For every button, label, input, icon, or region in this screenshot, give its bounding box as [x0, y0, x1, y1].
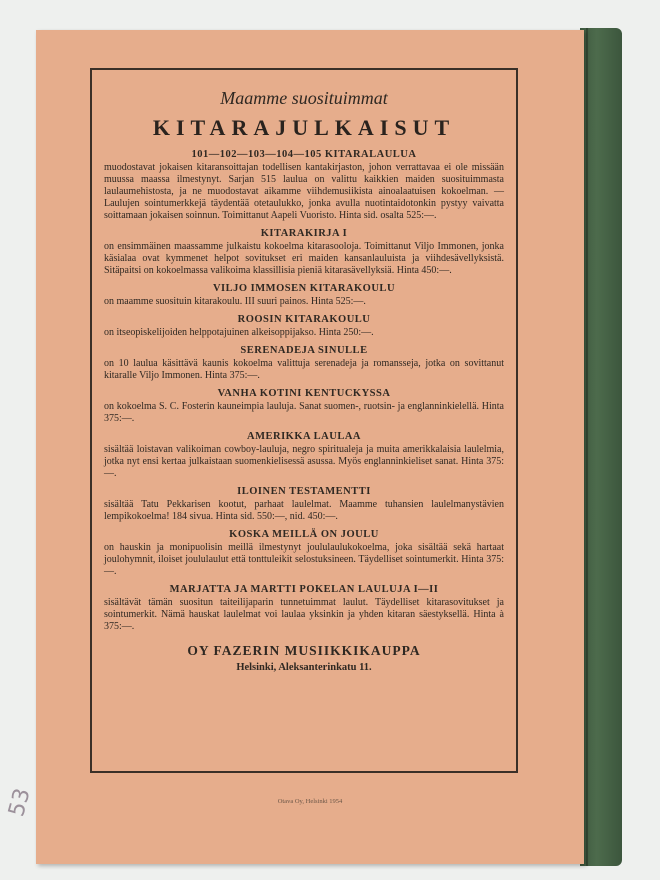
section-title: AMERIKKA LAULAA: [247, 431, 361, 442]
section-title: ROOSIN KITARAKOULU: [237, 314, 371, 325]
section-title: MARJATTA JA MARTTI POKELAN LAULUJA I—II: [169, 584, 439, 595]
pencil-mark: 53: [4, 785, 36, 820]
section-text: on hauskin ja monipuolisin meillä ilmestynyt joululaulukokoelma, joka sisältää sekä hartaat joulohymnit, iloiset joululaulut että tonttuleikit selostuksineen. Täydelliset sointumerkit. Hinta 375:—.: [104, 542, 504, 577]
publisher-name: OY FAZERIN MUSIIKKIKAUPPA: [187, 643, 421, 658]
section-text: on itseopiskelijoiden helppotajuinen alkeisoppijakso. Hinta 250:—.: [104, 327, 374, 338]
section-text: sisältää loistavan valikoiman cowboy-lauluja, negro spiritualeja ja muita amerikkalaisia laulelmia, jotka nyt ensi kertaa julkaistaan suomenkielisessä asussa. Myös englanninkieliset sanat. Hinta 375:—.: [104, 444, 504, 479]
section-5: [104, 345, 504, 382]
section-text: on kokoelma S. C. Fosterin kauneimpia lauluja. Sanat suomen-, ruotsin- ja englanninkielellä. Hinta 375:—.: [104, 401, 504, 424]
section-title: 101—102—103—104—105 KITARALAULUA: [191, 149, 417, 160]
section-9: [104, 529, 504, 578]
intro-line: Maamme suosituimmat: [220, 88, 388, 108]
section-text: sisältää Tatu Pekkarisen kootut, parhaat laulelmat. Maamme tuhansien laulelmanystävien lempikokoelma! 184 sivua. Hinta sid. 550:—, nid. 450:—.: [104, 499, 504, 522]
section-1: [104, 149, 504, 222]
section-text: sisältävät tämän suositun taiteilijaparin tunnetuimmat laulut. Täydelliset kitarasovitukset ja sointumerkit. Nämä hauskat laulelmat voi laulaa yksinkin ja yhden kitaran säestyksellä. Hinta à 375:—.: [104, 597, 504, 632]
book-back-cover: [36, 30, 584, 864]
section-title: SERENADEJA SINULLE: [240, 345, 368, 356]
section-3: [104, 283, 504, 308]
main-heading: KITARAJULKAISUT: [152, 115, 456, 140]
section-title: ILOINEN TESTAMENTTI: [237, 486, 371, 497]
section-8: [104, 486, 504, 523]
section-title: VANHA KOTINI KENTUCKYSSA: [217, 388, 391, 399]
book-spine: [580, 28, 622, 866]
section-4: [104, 314, 504, 339]
section-text: on 10 laulua käsittävä kaunis kokoelma valittuja serenadeja ja romansseja, jotka on sovittanut kitaralle Viljo Immonen. Hinta 375:—.: [104, 358, 504, 381]
section-text: on ensimmäinen maassamme julkaistu kokoelma kitarasooloja. Toimittanut Viljo Immonen, jonka käsialaa ovat kymmenet helpot sovitukset eri maiden kansanlauluista ja viihdesävellyksistä. Sitäpaitsi on kokoelmassa valikoima klassillisia pieniä kitarasävellyksiä. Hinta 450:—.: [104, 241, 504, 276]
section-7: [104, 431, 504, 480]
section-text: muodostavat jokaisen kitaransoittajan todellisen kantakirjaston, johon verrattavaa ei ole missään muussa maassa ilmestynyt. Sarjan 515 laulua on valittu kaikkien maiden suosituimmasta laulaumehistosta, ja ne muodostavat aikamme viihdemusiikista ainoalaatuisen kokoelman. — Laulujen sointumerkkejä täydentää otetaulukko, jonka avulla nuotintaidotonkin pystyy vaivatta soittamaan jokaisen soinnun. Toimittanut Aapeli Vuoristo. Hinta sid. osalta 525:—.: [104, 162, 504, 221]
section-10: [104, 584, 504, 633]
section-text: on maamme suosituin kitarakoulu. III suuri painos. Hinta 525:—.: [104, 296, 366, 307]
section-title: VILJO IMMOSEN KITARAKOULU: [212, 283, 396, 294]
publisher-address: Helsinki, Aleksanterinkatu 11.: [236, 662, 372, 673]
section-6: [104, 388, 504, 425]
section-title: KOSKA MEILLÄ ON JOULU: [229, 529, 379, 540]
advertisement-frame: [90, 68, 518, 773]
section-2: [104, 228, 504, 277]
printer-imprint: Otava Oy, Helsinki 1954: [277, 798, 343, 805]
section-title: KITARAKIRJA I: [260, 228, 348, 239]
